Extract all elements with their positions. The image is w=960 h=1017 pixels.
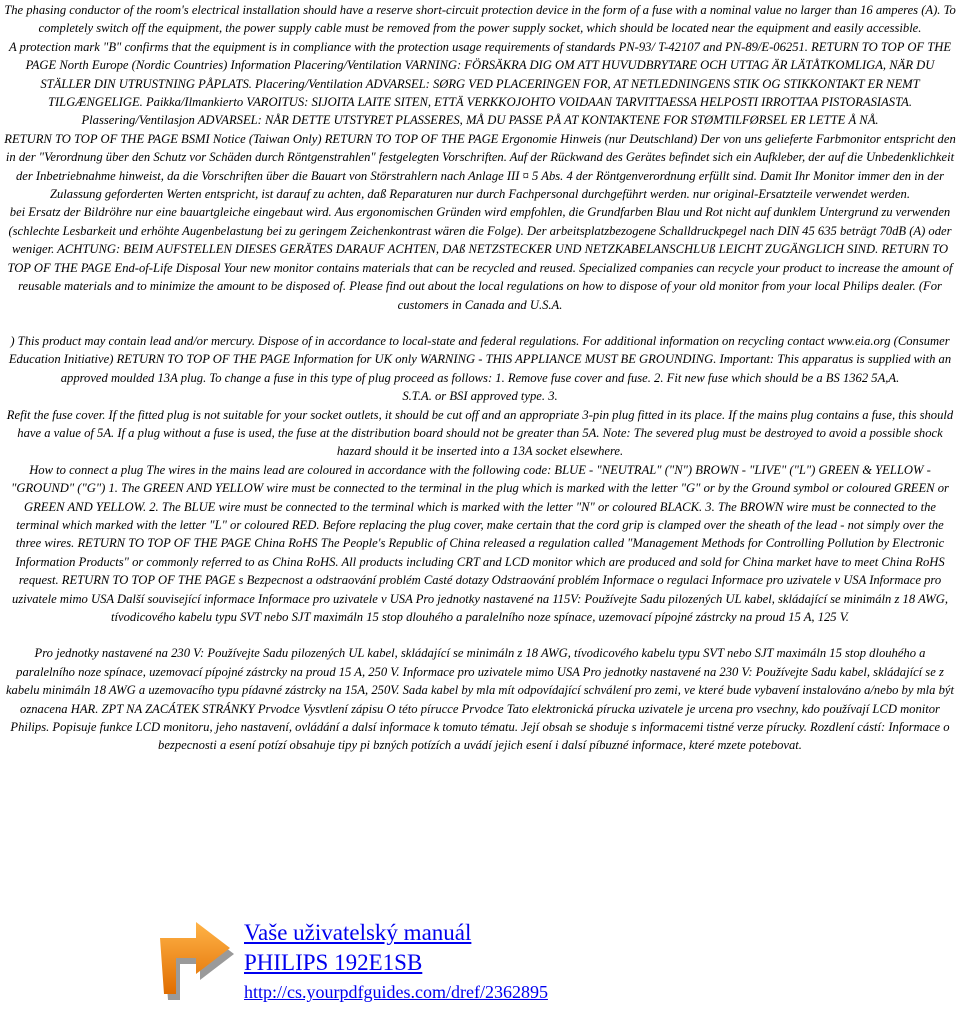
footer-links [244,918,548,1006]
paragraph-fuse-protection: The phasing conductor of the room's electrical installation should have a reserve short-circuit protection device in the form of a fuse with a nominal value no larger than 16 amperes (A). To completely switch off the equipment, the power supply cable must be removed from the power supply socket, which should be located near the equipment and easily accessible. [4,3,956,36]
paragraph-230v-info: Pro jednotky nastavené na 230 V: Používejte Sadu pilozených UL kabel, skládající se minimáln z 18 AWG, tívodicového kabelu typu SVT nebo SJT maximáln 15 stop dlouhého a paralelního noze spínace, uzemovací pípojné zástrcky na proud 15 A, 250 V. Informace pro uzivatele mimo USA Pro jednotky nastavené na 230 V: Používejte Sadu kabel, skládající se z kabelu minimáln 18 AWG a uzemovacího typu pídavné zástrcky na 15A, 250V. Sada kabel by mla mít odpovídající schválení pro zemi, ve které bude vybavení instalováno a/nebo by mla být oznacena HAR. ZPT NA ZACÁTEK STRÁNKY Prvodce Vysvtlení zápisu O této pírucce Prvodce Tato elektronická pírucka uzivatele je urcena pro vsechny, kdo používají LCD monitor Philips. Popisuje funkce LCD monitoru, jeho nastavení, ovládání a dalsí informace k tomuto tématu. Její obsah se shoduje s informacemi tistné verze pírucky. Rozdlení cástí: Informace o bezpecnosti a esení potízí obsahuje tipy pi bzných potízích a uvádí jejich esení i dalsí píbuzné informace, které mzete potebovat. [5,646,955,753]
paragraph-end-of-life: bei Ersatz der Bildröhre nur eine bauartgleiche eingebaut wird. Aus ergonomischen Gründen wird empfohlen, die Grundfarben Blau und Rot nicht auf dunklem Untergrund zu verwenden (schlechte Lesbarkeit und erhöhte Augenbelastung bei zu geringem Zeichenkontrast wären die Folge). Der arbeitsplatzbezogene Schalldruckpegel nach DIN 45 635 beträgt 70dB (A) oder weniger. ACHTUNG: BEIM AUFSTELLEN DIESES GERÄTES DARAUF ACHTEN, DAß NETZSTECKER UND NETZKABELANSCHLUß LEICHT ZUGÄNGLICH SIND. RETURN TO TOP OF THE PAGE End-of-Life Disposal Your new monitor contains materials that can be recycled and reused. Specialized companies can recycle your product to increase the amount of reusable materials and to minimize the amount to be disposed of. Please find out about the local regulations on how to dispose of your old monitor from your local Philips dealer. (For customers in Canada and U.S.A. [7,205,953,312]
paragraph-spacer [4,314,956,332]
manual-title-link[interactable]: Vaše uživatelský manuál [244,920,472,945]
arrow-logo-icon [152,920,236,1004]
paragraph-spacer [4,626,956,644]
url-link[interactable]: http://cs.yourpdfguides.com/dref/2362895 [244,982,548,1002]
document-body [4,1,956,755]
paragraph-uk-info: ) This product may contain lead and/or mercury. Dispose of in accordance to local-state and federal regulations. For additional information on recycling contact www.eia.org (Consumer Education Initiative) RETURN TO TOP OF THE PAGE Information for UK only WARNING - THIS APPLIANCE MUST BE GROUNDING. Important: This apparatus is supplied with an approved moulded 13A plug. To change a fuse in this type of plug proceed as follows: 1. Remove fuse cover and fuse. 2. Fit new fuse which should be a BS 1362 5A,A. [8,333,952,385]
footer [152,918,852,1014]
paragraph-bsi-approved: S.T.A. or BSI approved type. 3. [402,389,558,404]
paragraph-connect-plug: How to connect a plug The wires in the mains lead are coloured in accordance with the following code: BLUE - "NEUTRAL" ("N") BROWN - "LIVE" ("L") GREEN & YELLOW - "GROUND" ("G") 1. The GREEN AND YELLOW wire must be connected to the terminal in the plug which is marked with the letter "G" or by the Ground symbol or coloured GREEN or GREEN AND YELLOW. 2. The BLUE wire must be connected to the terminal which is marked with the letter "N" or coloured BLACK. 3. The BROWN wire must be connected to the terminal which marked with the letter "L" or coloured RED. Before replacing the plug cover, make certain that the cord grip is clamped over the sheath of the lead - not simply over the three wires. RETURN TO TOP OF THE PAGE China RoHS The People's Republic of China released a regulation called "Management Methods for Controlling Pollution by Electronic Information Products" or commonly referred to as China RoHS. All products including CRT and LCD monitor which are produced and sold for China market have to meet China RoHS request. RETURN TO TOP OF THE PAGE s Bezpecnost a odstraování problém Casté dotazy Odstraování problém Informace o regulaci Informace pro uzivatele v USA Informace pro uzivatele mimo USA Další související informace Informace pro uzivatele v USA Pro jednotky nastavené na 115V: Používejte Sadu pilozených UL kabel, skládající se minimáln z 18 AWG, tívodicového kabelu typu SVT nebo SJT maximáln 15 stop dlouhého a paralelního noze spínace, uzemovací pípojné zástrcky na proud 15 A, 125 V. [11,462,949,624]
paragraph-ergonomie: RETURN TO TOP OF THE PAGE BSMI Notice (Taiwan Only) RETURN TO TOP OF THE PAGE Ergonomie Hinweis (nur Deutschland) Der von uns gelieferte Farbmonitor entspricht den in der "Verordnung über den Schutz vor Schäden durch Röntgenstrahlen" festgelegten Vorschriften. Auf der Rückwand des Gerätes befindet sich ein Aufkleber, der auf die Unbedenklichkeit der Inbetriebnahme hinweist, da die Vorschriften über die Bauart von Störstrahlern nach Anlage III ¤ 5 Abs. 4 der Röntgenverordnung erfüllt sind. Damit Ihr Monitor immer den in der Zulassung geforderten Werten entspricht, ist darauf zu achten, daß Reparaturen nur durch Fachpersonal durchgeführt werden. nur original-Ersatzteile verwendet werden. [4,131,956,202]
model-link[interactable]: PHILIPS 192E1SB [244,950,423,975]
paragraph-refit-fuse: Refit the fuse cover. If the fitted plug is not suitable for your socket outlets, it should be cut off and an appropriate 3-pin plug fitted in its place. If the mains plug contains a fuse, this should have a value of 5A. If a plug without a fuse is used, the fuse at the distribution board should not be greater than 5A. Note: The severed plug must be destroyed to avoid a possible shock hazard should it be inserted into a 13A socket elsewhere. [6,407,954,459]
paragraph-nordic-info: A protection mark "B" confirms that the equipment is in compliance with the protection usage requirements of standards PN-93/ T-42107 and PN-89/E-06251. RETURN TO TOP OF THE PAGE North Europe (Nordic Countries) Information Placering/Ventilation VARNING: FÖRSÄKRA DIG OM ATT HUVUDBRYTARE OCH UTTAG ÄR LÄTÅTKOMLIGA, NÄR DU STÄLLER DIN UTRUSTNING PÅPLATS. Placering/Ventilation ADVARSEL: SØRG VED PLACERINGEN FOR, AT NETLEDNINGENS STIK OG STIKKONTAKT ER NEMT TILGÆNGELIGE. Paikka/Ilmankierto VAROITUS: SIJOITA LAITE SITEN, ETTÄ VERKKOJOHTO VOIDAAN TARVITTAESSA HELPOSTI IRROTTAA PISTORASIASTA. Plassering/Ventilasjon ADVARSEL: NÅR DETTE UTSTYRET PLASSERES, MÅ DU PASSE PÅ AT KONTAKTENE FOR STØMTILFØRSEL ER LETTE Å NÅ. [8,39,952,128]
